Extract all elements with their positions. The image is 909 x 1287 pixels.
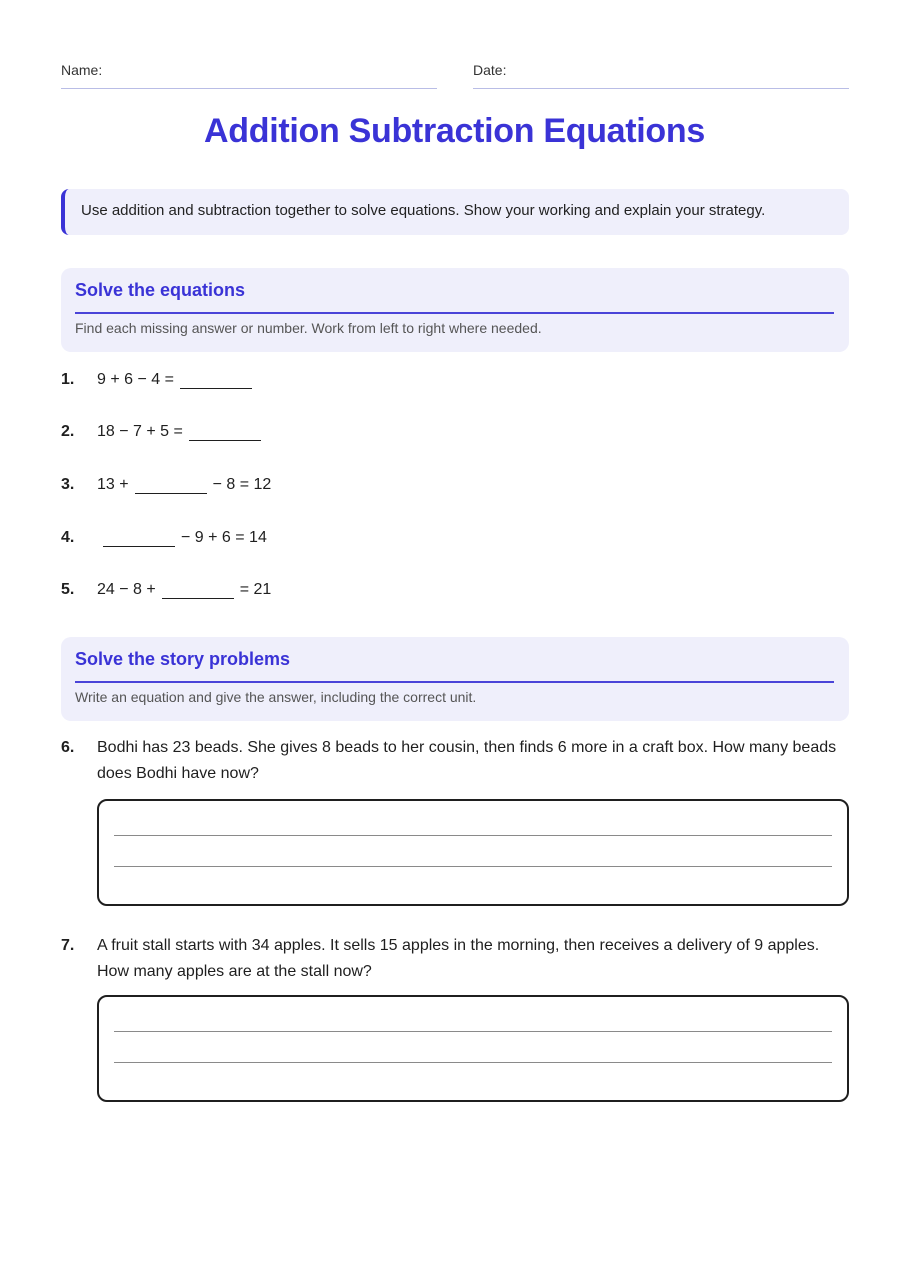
question-text: Bodhi has 23 beads. She gives 8 beads to her cousin, then finds 6 more in a craft box. How many beads does Bodhi have now? <box>97 739 837 782</box>
answer-blank[interactable] <box>189 426 261 441</box>
equation-left: 13 + <box>97 476 129 493</box>
equation-right: − 8 = 12 <box>212 476 272 493</box>
section-divider <box>75 312 834 314</box>
instructions-box <box>61 189 849 235</box>
section-divider <box>75 681 834 683</box>
equation-left: 24 − 8 + <box>97 581 156 598</box>
answer-box[interactable] <box>97 995 849 1102</box>
instructions-text: Use addition and subtraction together to solve equations. Show your working and explain your strategy. <box>81 202 766 219</box>
section-solve-equations <box>61 268 849 352</box>
writing-line <box>114 1031 832 1032</box>
section-subtitle: Write an equation and give the answer, including the correct unit. <box>75 689 477 705</box>
equation-right: = 21 <box>239 581 272 598</box>
question-number: 6. <box>61 739 75 756</box>
question-number: 1. <box>61 371 75 388</box>
writing-line <box>114 1062 832 1063</box>
equation-right: − 9 + 6 = 14 <box>181 529 267 546</box>
question-number: 4. <box>61 529 75 546</box>
question-number: 7. <box>61 937 75 954</box>
question-number: 2. <box>61 423 75 440</box>
name-field[interactable] <box>61 62 437 89</box>
section-story-problems <box>61 637 849 721</box>
answer-blank[interactable] <box>103 532 175 547</box>
section-heading: Solve the equations <box>75 280 246 300</box>
question-number: 3. <box>61 476 75 493</box>
date-field[interactable] <box>473 62 849 89</box>
date-label: Date: <box>473 62 507 78</box>
writing-line <box>114 835 832 836</box>
answer-blank[interactable] <box>162 584 234 599</box>
writing-line <box>114 866 832 867</box>
equation-left: 18 − 7 + 5 = <box>97 423 183 440</box>
answer-box[interactable] <box>97 799 849 906</box>
equation-left: 9 + 6 − 4 = <box>97 371 174 388</box>
section-heading: Solve the story problems <box>75 649 291 669</box>
question-text: A fruit stall starts with 34 apples. It sells 15 apples in the morning, then receives a delivery of 9 apples. How many apples are at the stall now? <box>97 937 820 980</box>
page-title: Addition Subtraction Equations <box>204 112 705 150</box>
answer-blank[interactable] <box>180 374 252 389</box>
section-subtitle: Find each missing answer or number. Work from left to right where needed. <box>75 320 542 336</box>
name-label: Name: <box>61 62 103 78</box>
question-number: 5. <box>61 581 75 598</box>
answer-blank[interactable] <box>135 479 207 494</box>
